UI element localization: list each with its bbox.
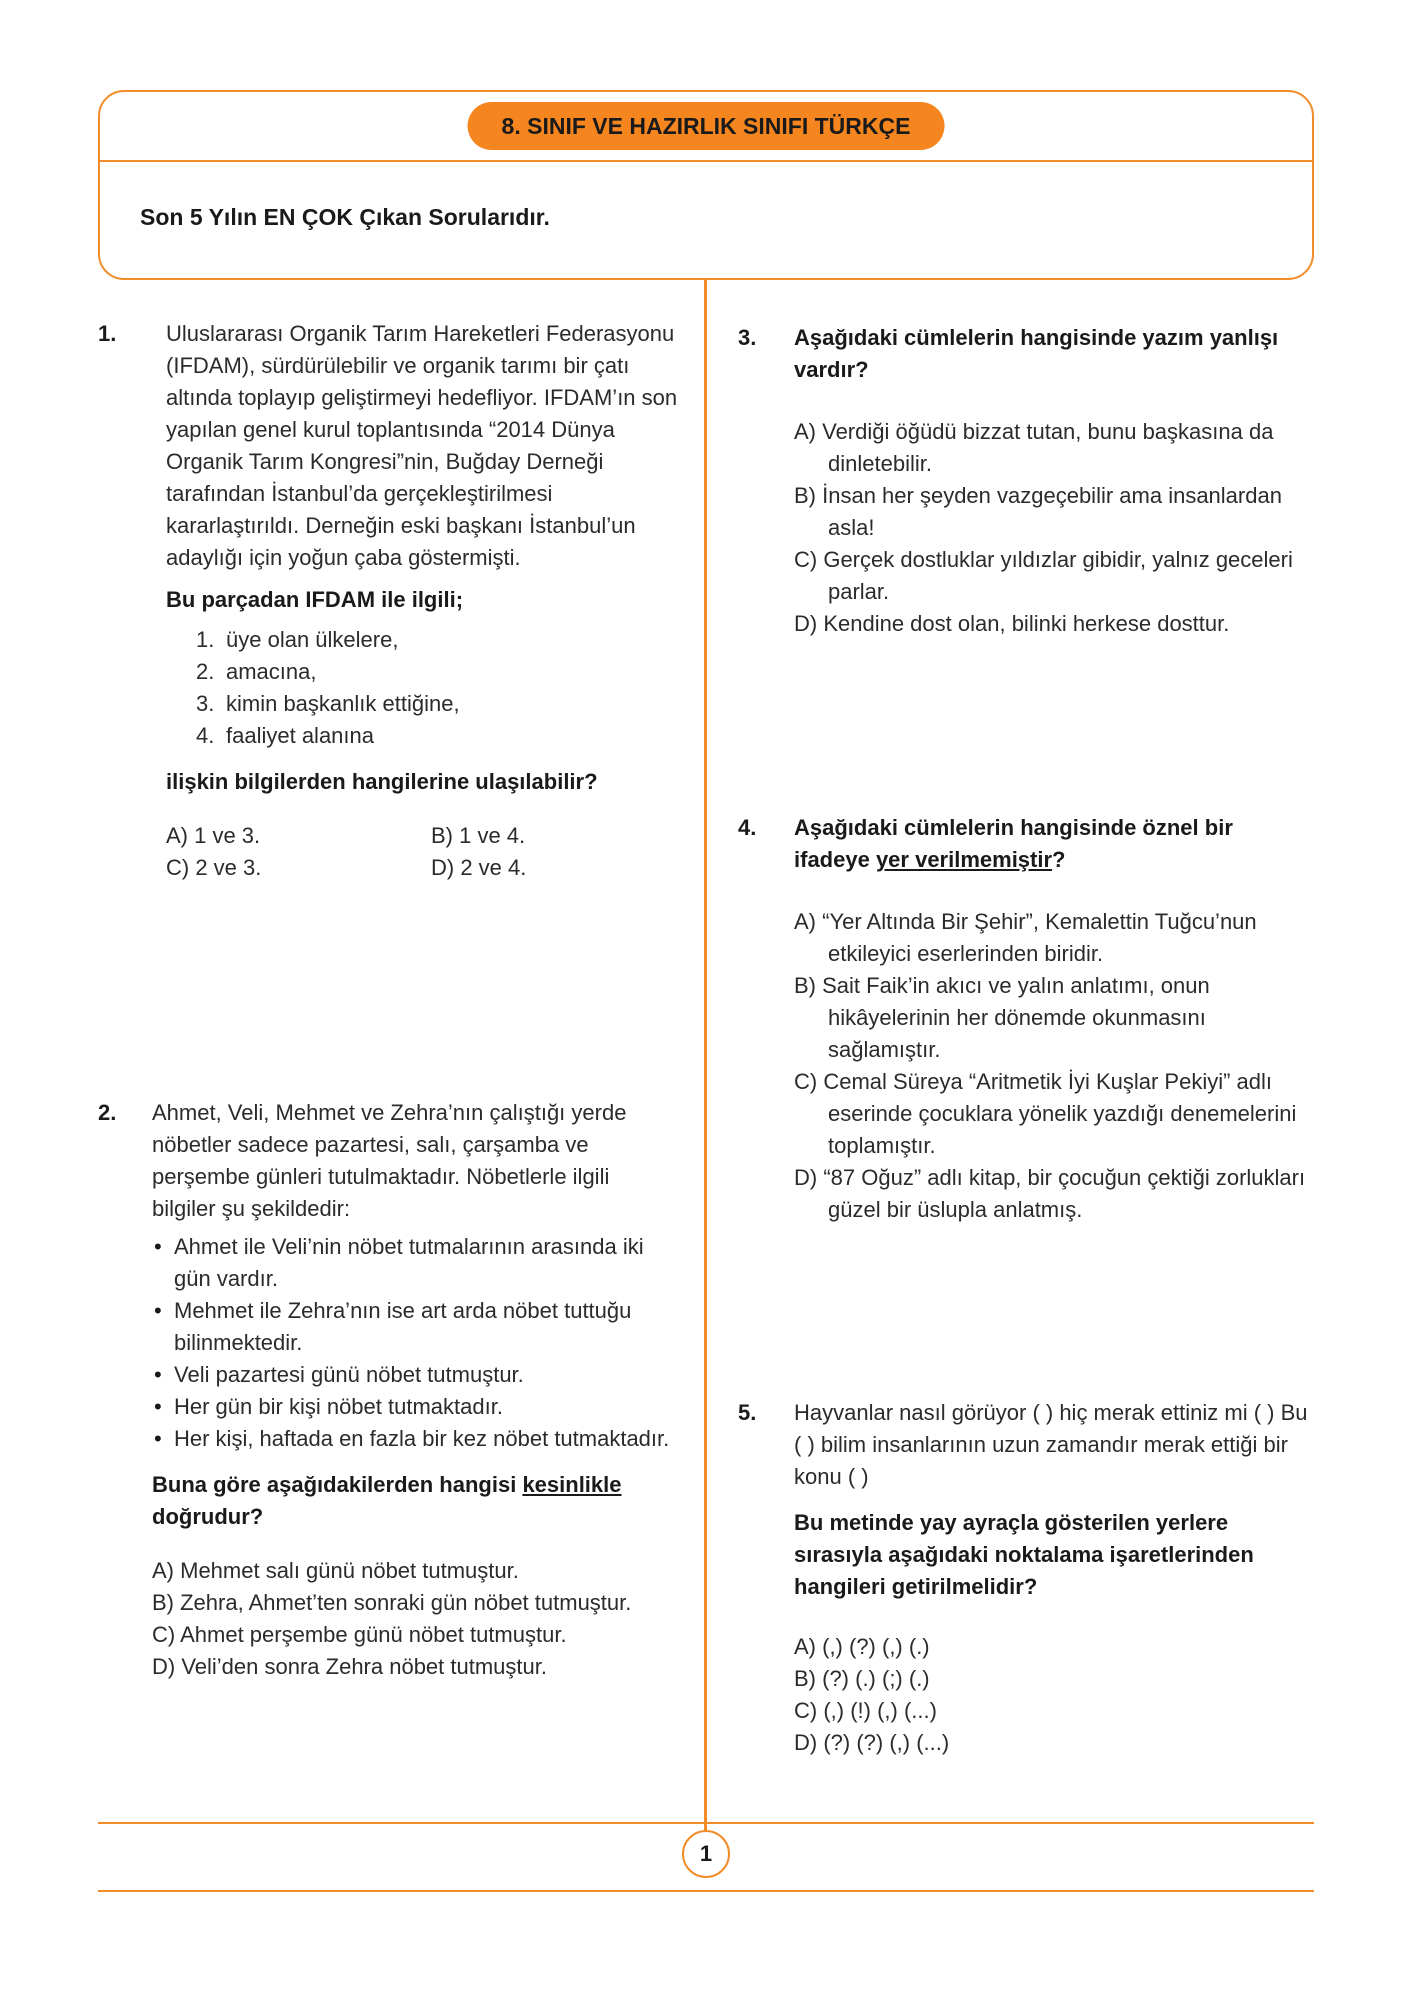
option-a[interactable]: A) Mehmet salı günü nöbet tutmuştur. (152, 1558, 519, 1583)
answer-options (152, 1555, 678, 1683)
question-number: 2. (98, 1100, 117, 1125)
question-passage: Ahmet, Veli, Mehmet ve Zehra’nın çalıştığı yerde nöbetler sadece pazartesi, salı, çarşamba ve perşembe günleri tutulmaktadır. Nöbetlerle ilgili bilgiler şu şekildedir: (152, 1100, 627, 1221)
question-number: 5. (738, 1400, 757, 1425)
answer-options (166, 820, 678, 884)
page-number: 1 (682, 1830, 730, 1878)
list-item: 1. üye olan ülkelere, (196, 627, 399, 652)
list-item: • Her gün bir kişi nöbet tutmaktadır. (152, 1391, 678, 1423)
header-badge: 8. SINIF VE HAZIRLIK SINIFI TÜRKÇE (468, 102, 945, 150)
option-b[interactable]: B) İnsan her şeyden vazgeçebilir ama insanlardan asla! (794, 483, 1282, 540)
option-b[interactable]: B) (?) (.) (;) (.) (794, 1666, 930, 1691)
header-box (98, 90, 1314, 280)
answer-options (794, 416, 1314, 640)
option-d[interactable]: D) (?) (?) (,) (...) (794, 1730, 950, 1755)
numbered-list (196, 624, 678, 752)
question-stem: ilişkin bilgilerden hangilerine ulaşılabilir? (166, 769, 598, 794)
question-number: 4. (738, 815, 757, 840)
question-stem: Bu metinde yay ayraçla gösterilen yerlere sırasıyla aşağıdaki noktalama işaretlerinden hangileri getirilmelidir? (794, 1510, 1254, 1599)
list-item: • Veli pazartesi günü nöbet tutmuştur. (152, 1359, 678, 1391)
footer-rule-top (98, 1822, 1314, 1824)
option-d[interactable]: D) “87 Oğuz” adlı kitap, bir çocuğun çektiği zorlukları güzel bir üslupla anlatmış. (794, 1165, 1306, 1222)
option-a[interactable]: A) Verdiği öğüdü bizzat tutan, bunu başkasına da dinletebilir. (794, 419, 1274, 476)
question-stem: Aşağıdaki cümlelerin hangisinde yazım yanlışı vardır? (794, 325, 1279, 382)
option-c[interactable]: C) Gerçek dostluklar yıldızlar gibidir, yalnız geceleri parlar. (794, 547, 1293, 604)
option-a[interactable]: A) 1 ve 3. (166, 823, 261, 848)
question-number: 3. (738, 325, 757, 350)
option-d[interactable]: D) Kendine dost olan, bilinki herkese dosttur. (794, 611, 1230, 636)
option-d[interactable]: D) 2 ve 4. (431, 855, 527, 880)
list-item: • Her kişi, haftada en fazla bir kez nöbet tutmaktadır. (152, 1423, 678, 1455)
bullet-list (152, 1231, 678, 1455)
option-d[interactable]: D) Veli’den sonra Zehra nöbet tutmuştur. (152, 1654, 547, 1679)
option-b[interactable]: B) Sait Faik’in akıcı ve yalın anlatımı, onun hikâyelerinin her dönemde okunmasını sağlamıştır. (794, 973, 1210, 1062)
list-item: • Ahmet ile Veli’nin nöbet tutmalarının arasında iki gün vardır. (152, 1231, 678, 1295)
question-lead: Bu parçadan IFDAM ile ilgili; (166, 587, 464, 612)
option-b[interactable]: B) Zehra, Ahmet’ten sonraki gün nöbet tutmuştur. (152, 1590, 632, 1615)
answer-options (794, 906, 1314, 1226)
header-subtitle: Son 5 Yılın EN ÇOK Çıkan Sorularıdır. (140, 204, 550, 230)
question-stem: Buna göre aşağıdakilerden hangisi kesinlikle doğrudur? (152, 1472, 622, 1529)
option-c[interactable]: C) (,) (!) (,) (...) (794, 1698, 937, 1723)
question-passage: Uluslararası Organik Tarım Hareketleri Federasyonu (IFDAM), sürdürülebilir ve organik tarımı bir çatı altında toplayıp geliştirmeyi hedefliyor. IFDAM’ın son yapılan genel kurul toplantısında “2014 Dünya Organik Tarım Kongresi”nin, Buğday Derneği tarafından İstanbul’da gerçekleştirilmesi kararlaştırıldı. Derneğin eski başkanı İstanbul’un adaylığı için yoğun çaba göstermişti. (166, 321, 678, 570)
question-passage: Hayvanlar nasıl görüyor ( ) hiç merak ettiniz mi ( ) Bu ( ) bilim insanlarının uzun zamandır merak ettiği bir konu ( ) (794, 1400, 1308, 1489)
option-a[interactable]: A) (,) (?) (,) (.) (794, 1634, 930, 1659)
option-b[interactable]: B) 1 ve 4. (431, 823, 526, 848)
option-c[interactable]: C) Ahmet perşembe günü nöbet tutmuştur. (152, 1622, 567, 1647)
footer-rule-bottom (98, 1890, 1314, 1892)
answer-options (794, 1631, 1314, 1759)
column-divider (704, 280, 707, 1830)
list-item: 3. kimin başkanlık ettiğine, (196, 691, 460, 716)
option-c[interactable]: C) 2 ve 3. (166, 855, 262, 880)
question-number: 1. (98, 321, 117, 346)
option-c[interactable]: C) Cemal Süreya “Aritmetik İyi Kuşlar Pekiyi” adlı eserinde çocuklara yönelik yazdığı denemelerini toplamıştır. (794, 1069, 1297, 1158)
list-item: • Mehmet ile Zehra’nın ise art arda nöbet tuttuğu bilinmektedir. (152, 1295, 678, 1359)
question-stem: Aşağıdaki cümlelerin hangisinde öznel bir ifadeye yer verilmemiştir? (794, 815, 1233, 872)
header-divider (100, 160, 1312, 162)
option-a[interactable]: A) “Yer Altında Bir Şehir”, Kemalettin Tuğcu’nun etkileyici eserlerinden biridir. (794, 909, 1257, 966)
list-item: 4. faaliyet alanına (196, 723, 374, 748)
list-item: 2. amacına, (196, 659, 317, 684)
